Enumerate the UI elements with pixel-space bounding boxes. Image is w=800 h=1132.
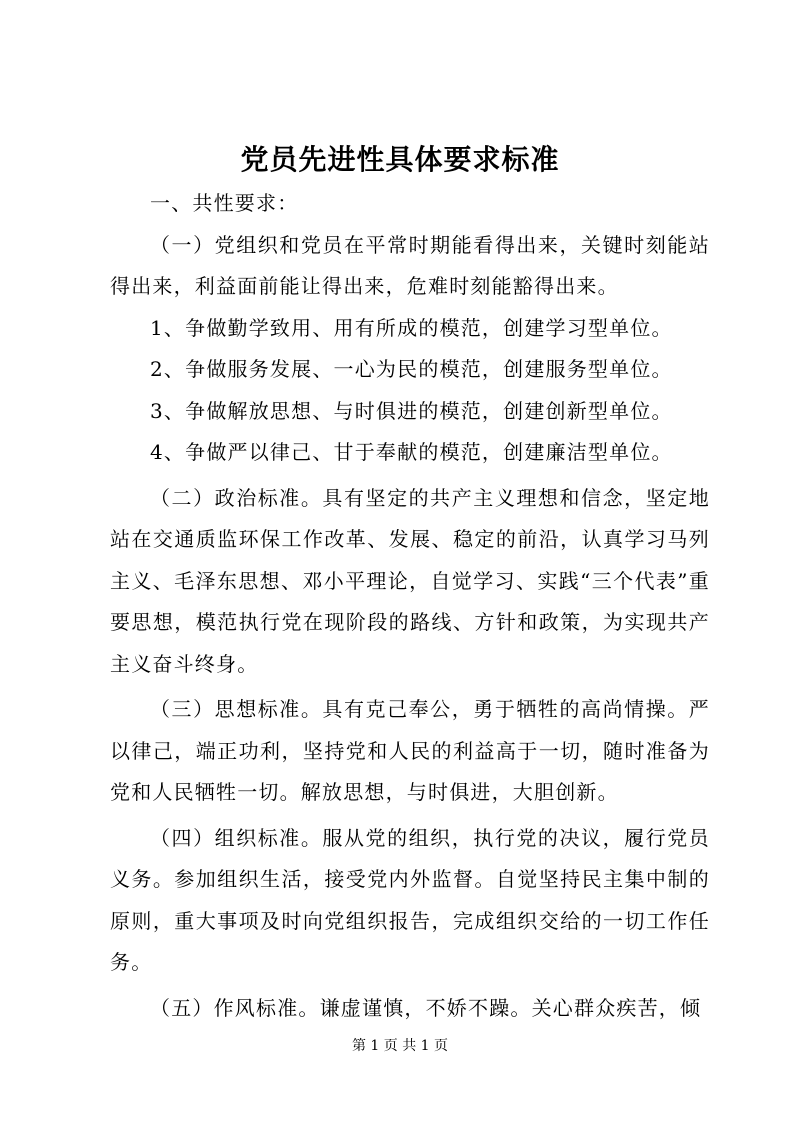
list-item: 3、争做解放思想、与时俱进的模范，创建创新型单位。 — [150, 398, 673, 423]
paragraph: （三）思想标准。具有克己奉公，勇于牺牲的高尚情操。严以律己，端正功利，坚持党和人民的利益高于一切，随时准备为党和人民牺牲一切。解放思想，与时俱进，大胆创新。 — [110, 697, 710, 804]
paragraph: （五）作风标准。谦虚谨慎，不娇不躁。关心群众疾苦，倾 — [150, 995, 702, 1020]
paragraph: （二）政治标准。具有坚定的共产主义理想和信念，坚定地站在交通质监环保工作改革、发展、稳定的前沿，认真学习马列主义、毛泽东思想、邓小平理论，自觉学习、实践“三个代表”重要思想，模范执行党在现阶段的路线、方针和政策，为实现共产主义奋斗终身。 — [110, 485, 710, 676]
paragraph: （四）组织标准。服从党的组织，执行党的决议，履行党员义务。参加组织生活，接受党内外监督。自觉坚持民主集中制的原则，重大事项及时向党组织报告，完成组织交给的一切工作任务。 — [110, 825, 710, 974]
list-item: 1、争做勤学致用、用有所成的模范，创建学习型单位。 — [150, 315, 673, 340]
list-item: 4、争做严以律己、甘于奉献的模范，创建廉洁型单位。 — [150, 440, 673, 464]
document-body — [110, 183, 710, 1029]
list-item: 2、争做服务发展、一心为民的模范，创建服务型单位。 — [150, 357, 673, 381]
paragraph: （一）党组织和党员在平常时期能看得出来，关键时刻能站得出来，利益面前能让得出来，危难时刻能豁得出来。 — [110, 232, 710, 298]
section-heading: 一、共性要求： — [150, 191, 299, 215]
page-number-footer: 第 1 页 共 1 页 — [351, 1038, 449, 1054]
document-title: 党员先进性具体要求标准 — [240, 143, 560, 176]
